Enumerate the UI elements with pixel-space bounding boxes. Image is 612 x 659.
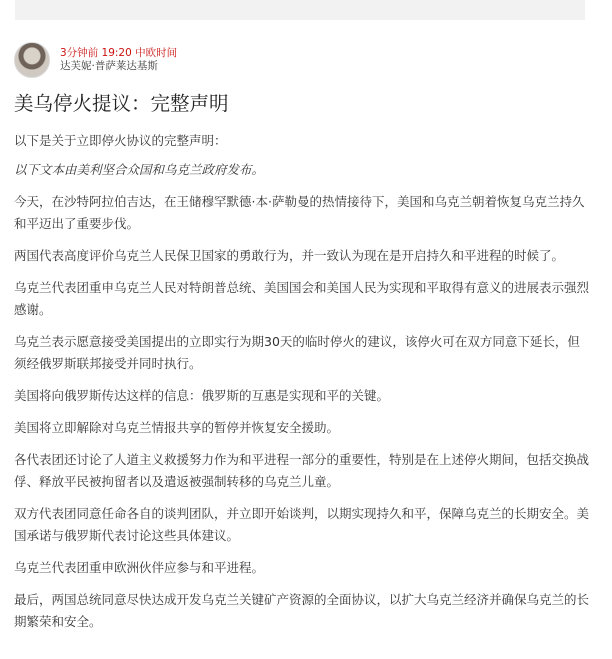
paragraph: 美国将立即解除对乌克兰情报共享的暂停并恢复安全援助。 (14, 420, 340, 435)
author-name[interactable]: 达芙妮·普萨莱达基斯 (60, 60, 158, 72)
top-banner-bar (15, 0, 585, 20)
byline-text (60, 47, 177, 73)
paragraph: 今天，在沙特阿拉伯吉达，在王储穆罕默德·本·萨勒曼的热情接待下，美国和乌克兰朝着恢复乌克兰持久和平迈出了重要步伐。 (14, 194, 585, 231)
byline (14, 42, 177, 78)
timestamp: 3分钟前 19:20 中欧时间 (60, 47, 178, 59)
paragraph: 以下文本由美利坚合众国和乌克兰政府发布。 (14, 162, 265, 177)
article-body (14, 130, 589, 643)
author-avatar[interactable] (14, 42, 50, 78)
article-title: 美乌停火提议：完整声明 (14, 92, 229, 115)
paragraph: 以下是关于立即停火协议的完整声明： (14, 133, 227, 148)
paragraph: 双方代表团同意任命各自的谈判团队，并立即开始谈判，以期实现持久和平，保障乌克兰的长期安全。美国承诺与俄罗斯代表讨论这些具体建议。 (14, 506, 590, 543)
paragraph: 乌克兰表示愿意接受美国提出的立即实行为期30天的临时停火的建议，该停火可在双方同意下延长，但须经俄罗斯联邦接受并同时执行。 (14, 334, 580, 371)
paragraph: 最后，两国总统同意尽快达成开发乌克兰关键矿产资源的全面协议，以扩大乌克兰经济并确保乌克兰的长期繁荣和安全。 (14, 592, 590, 629)
paragraph: 乌克兰代表团重申欧洲伙伴应参与和平进程。 (14, 560, 265, 575)
paragraph: 各代表团还讨论了人道主义救援努力作为和平进程一部分的重要性，特别是在上述停火期间，包括交换战俘、释放平民被拘留者以及遣返被强制转移的乌克兰儿童。 (14, 452, 590, 489)
paragraph: 两国代表高度评价乌克兰人民保卫国家的勇敢行为，并一致认为现在是开启持久和平进程的时候了。 (14, 248, 565, 263)
paragraph: 美国将向俄罗斯传达这样的信息：俄罗斯的互惠是实现和平的关键。 (14, 388, 390, 403)
paragraph: 乌克兰代表团重申乌克兰人民对特朗普总统、美国国会和美国人民为实现和平取得有意义的进展表示强烈感谢。 (14, 280, 590, 317)
